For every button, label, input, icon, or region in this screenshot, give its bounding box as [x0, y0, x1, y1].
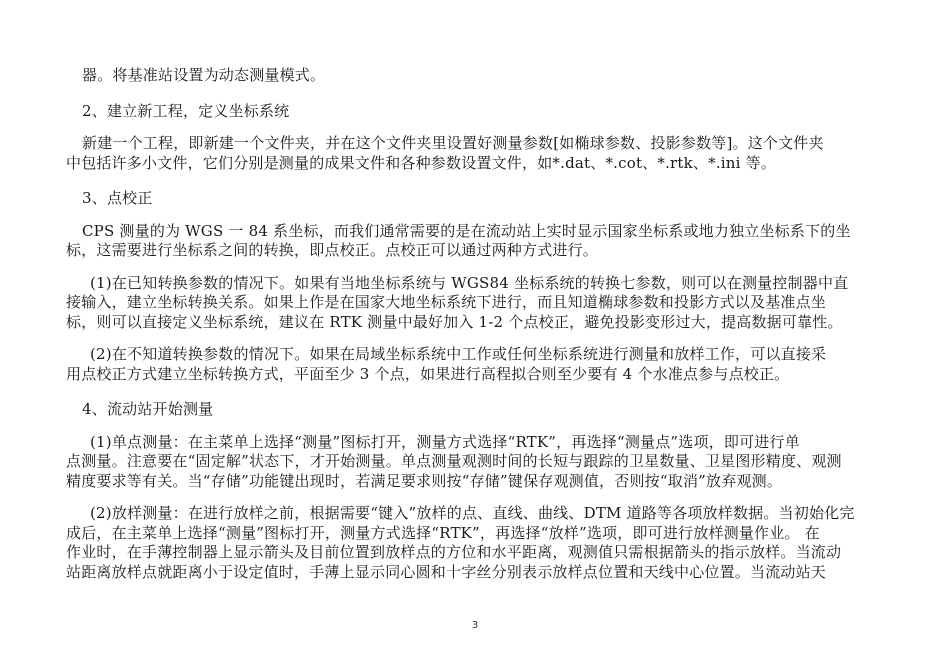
paragraph-line: (2)在不知道转换参数的情况下。如果在局域坐标系统中工作或任何坐标系统进行测量和放样工作，可以直接采 — [90, 345, 827, 363]
section-3-paragraph — [66, 221, 897, 261]
paragraph-line: 精度要求等有关。当“存储”功能键出现时，若满足要求则按“存储”键保存观测值，否则按“取消”放弃观测。 — [66, 471, 783, 490]
paragraph-line: (1)在已知转换参数的情况下。如果有当地坐标系统与 WGS84 坐标系统的转换七参数，则可以在测量控制器中直 — [90, 273, 849, 292]
section-2-paragraph — [66, 134, 897, 173]
paragraph-line: 中包括许多小文件，它们分别是测量的成果文件和各种参数设置文件，如*.dat、*.cot、*.rtk、*.ini 等。 — [66, 153, 777, 172]
paragraph-line: 成后，在主菜单上选择“测量”图标打开，测量方式选择“RTK”，再选择“放样”选项，即可进行放样测量作业。 在 — [66, 523, 820, 542]
section-3-item-2 — [66, 345, 897, 384]
paragraph-line: 标，这需要进行坐标系之间的转换，即点校正。点校正可以通过两种方式进行。 — [66, 241, 599, 259]
section-4-item-2 — [66, 504, 897, 582]
section-3-item-1 — [66, 273, 897, 333]
paragraph-line: CPS 测量的为 WGS 一 84 系坐标，而我们通常需要的是在流动站上实时显示国家坐标系或地力独立坐标系下的坐 — [82, 221, 851, 240]
paragraph-line: 点测量。注意要在“固定解”状态下，才开始测量。单点测量观测时间的长短与跟踪的卫星数量、卫星图形精度、观测 — [66, 452, 842, 470]
page-number: 3 — [471, 620, 479, 631]
paragraph-line: (1)单点测量：在主菜单上选择“测量”图标打开，测量方式选择“RTK”，再选择“测量点”选项，即可进行单 — [90, 432, 800, 451]
section-2-heading: 2、建立新工程，定义坐标系统 — [82, 101, 290, 120]
section-4-heading: 4、流动站开始测量 — [82, 400, 214, 418]
section-4-item-1 — [66, 432, 897, 492]
document-body — [66, 66, 897, 582]
opening-line: 器。将基准站设置为动态测量模式。 — [82, 66, 326, 84]
paragraph-line: 站距离放样点就距离小于设定值时，手薄上显示同心圆和十字丝分别表示放样点位置和天线中心位置。当流动站天 — [66, 562, 827, 581]
paragraph-line: 新建一个工程，即新建一个文件夹，并在这个文件夹里设置好测量参数[如椭球参数、投影参数等]。这个文件夹 — [82, 134, 824, 152]
paragraph-line: 作业时，在手薄控制器上显示箭头及目前位置到放样点的方位和水平距离，观测值只需根据箭头的指示放样。当流动 — [66, 543, 842, 561]
paragraph-line: (2)放样测量：在进行放样之前，根据需要“键入”放样的点、直线、曲线、DTM 道路等各项放样数据。当初始化完 — [90, 504, 855, 522]
section-3-heading: 3、点校正 — [82, 189, 153, 207]
paragraph-line: 接输入，建立坐标转换关系。如果上作是在国家大地坐标系统下进行，而且知道椭球参数和投影方式以及基准点坐 — [66, 293, 827, 311]
paragraph-line: 用点校正方式建立坐标转换方式，平面至少 3 个点，如果进行高程拟合则至少要有 4 个水准点参与点校正。 — [66, 364, 790, 383]
paragraph-line: 标，则可以直接定义坐标系统，建议在 RTK 测量中最好加入 1-2 个点校正，避免投影变形过大，提高数据可靠性。 — [66, 312, 843, 331]
